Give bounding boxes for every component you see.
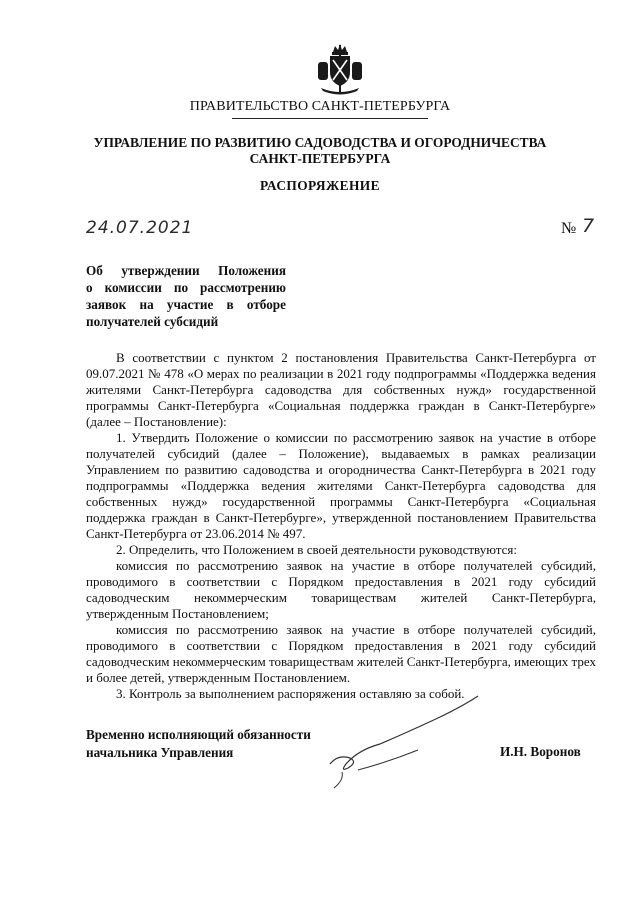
document-date: 24.07.2021 [86, 218, 194, 238]
number-sign: № [561, 220, 577, 237]
department-line-1: УПРАВЛЕНИЕ ПО РАЗВИТИЮ САДОВОДСТВА И ОГОРОДНИЧЕСТВА [93, 135, 547, 150]
body-paragraph: В соответствии с пунктом 2 постановления Правительства Санкт-Петербурга от 09.07.2021 № 478 «О мерах по реализации в 2021 году подпрограммы «Поддержка ведения жителями Санкт-Петербурга садоводства для собственных нужд» государственной программы Санкт-Петербурга «Социальная поддержка граждан в Санкт-Петербурге» (далее – Постановление): [86, 350, 596, 429]
document-type: РАСПОРЯЖЕНИЕ [260, 178, 380, 193]
body-paragraph: 2. Определить, что Положением в своей деятельности руководствуются: [116, 542, 517, 557]
subject-line: получателей субсидий [86, 314, 219, 329]
subject-line: о комиссии по рассмотрению [86, 280, 286, 295]
handwritten-signature [328, 692, 488, 792]
signatory-title [86, 726, 311, 762]
body-paragraph: 1. Утвердить Положение о комиссии по рассмотрению заявок на участие в отборе получателей субсидий (далее – Положение), выдаваемых в рамках реализации Управлением по развитию садоводства и огородничества Санкт-Петербурга в 2021 году подпрограммы «Поддержка ведения жителями Санкт-Петербурга садоводства для собственных нужд» государственной программы Санкт-Петербурга «Социальная поддержка граждан в Санкт-Петербурге», утвержденной постановлением Правительства Санкт-Петербурга от 23.06.2014 № 497. [86, 430, 596, 541]
signatory-title-line-2: начальника Управления [86, 745, 234, 760]
body-paragraph: комиссия по рассмотрению заявок на участие в отборе получателей субсидий, проводимого в соответствии с Порядком предоставления в 2021 году субсидий садоводческим некоммерческим товариществам жителей Санкт-Петербурга, имеющих трех и более детей, утвержденным Постановлением. [86, 622, 596, 685]
signatory-name: И.Н. Воронов [500, 744, 581, 759]
signatory-title-line-1: Временно исполняющий обязанности [86, 727, 311, 742]
document-subject [86, 262, 286, 330]
subject-line: заявок на участие в отборе [86, 297, 286, 312]
body-paragraph: 3. Контроль за выполнением распоряжения оставляю за собой. [116, 686, 465, 701]
government-name: ПРАВИТЕЛЬСТВО САНКТ-ПЕТЕРБУРГА [189, 99, 451, 114]
document-number: 7 [582, 215, 595, 237]
department-name [40, 135, 600, 167]
document-body [86, 350, 596, 702]
coat-of-arms-icon [313, 42, 367, 96]
subject-line: Об утверждении Положения [86, 263, 286, 278]
department-line-2: САНКТ-ПЕТЕРБУРГА [249, 151, 391, 166]
body-paragraph: комиссия по рассмотрению заявок на участие в отборе получателей субсидий, проводимого в соответствии с Порядком предоставления в 2021 году субсидий садоводческим некоммерческим товариществам жителей Санкт-Петербурга, утвержденным Постановлением; [86, 558, 596, 621]
header-divider [232, 118, 428, 119]
